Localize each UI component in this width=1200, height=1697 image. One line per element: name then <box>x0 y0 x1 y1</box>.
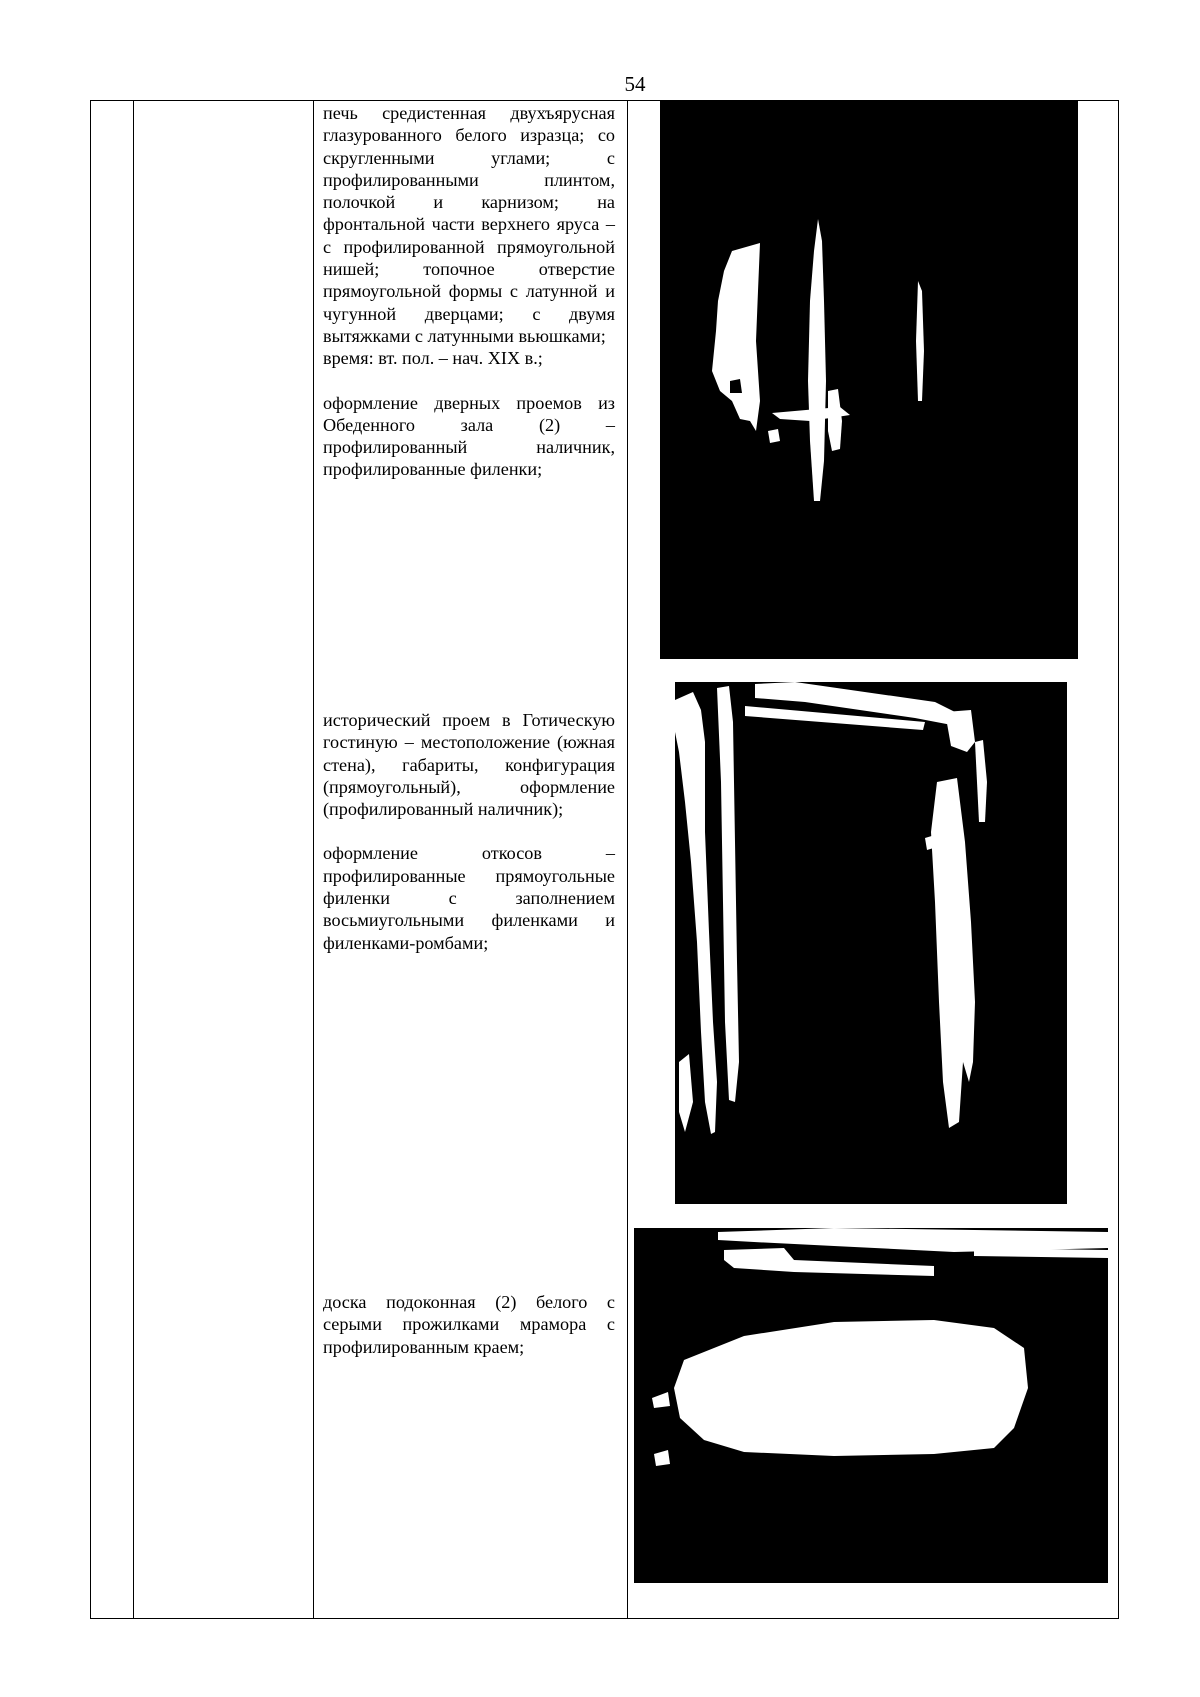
stove-photo <box>660 101 1078 659</box>
paragraph: оформление откосов – профилированные прямоугольные филенки с заполнением восьмиугольными филенками и филенками-ромбами; <box>323 843 615 953</box>
paragraph: оформление дверных проемов из Обеденного зала (2) – профилированный наличник, профилированные филенки; <box>323 392 615 480</box>
windowsill-photo <box>634 1228 1108 1583</box>
page-number: 54 <box>624 72 646 96</box>
windowsill-description <box>323 1291 615 1358</box>
paragraph: доска подоконная (2) белого с серыми прожилками мрамора с профилированным краем; <box>323 1292 615 1357</box>
column-divider <box>627 101 628 1618</box>
column-divider <box>313 101 314 1618</box>
doorway-description <box>323 709 615 954</box>
stove-description <box>323 102 615 481</box>
paragraph: исторический проем в Готическую гостиную – местоположение (южная стена), габариты, конфигурация (прямоугольный), оформление (профилированный наличник); <box>323 710 615 820</box>
paragraph: печь средистенная двухъярусная глазурованного белого изразца; со скругленными углами; с профилированными плинтом, полочкой и карнизом; на фронтальной части верхнего яруса – с профилированной прямоугольной нишей; топочное отверстие прямоугольной формы с латунной и чугунной дверцами; с двумя вытяжками с латунными вьюшками; <box>323 103 615 346</box>
paragraph: время: вт. пол. – нач. XIX в.; <box>323 348 543 369</box>
doorway-photo <box>675 682 1067 1204</box>
column-divider <box>133 101 134 1618</box>
